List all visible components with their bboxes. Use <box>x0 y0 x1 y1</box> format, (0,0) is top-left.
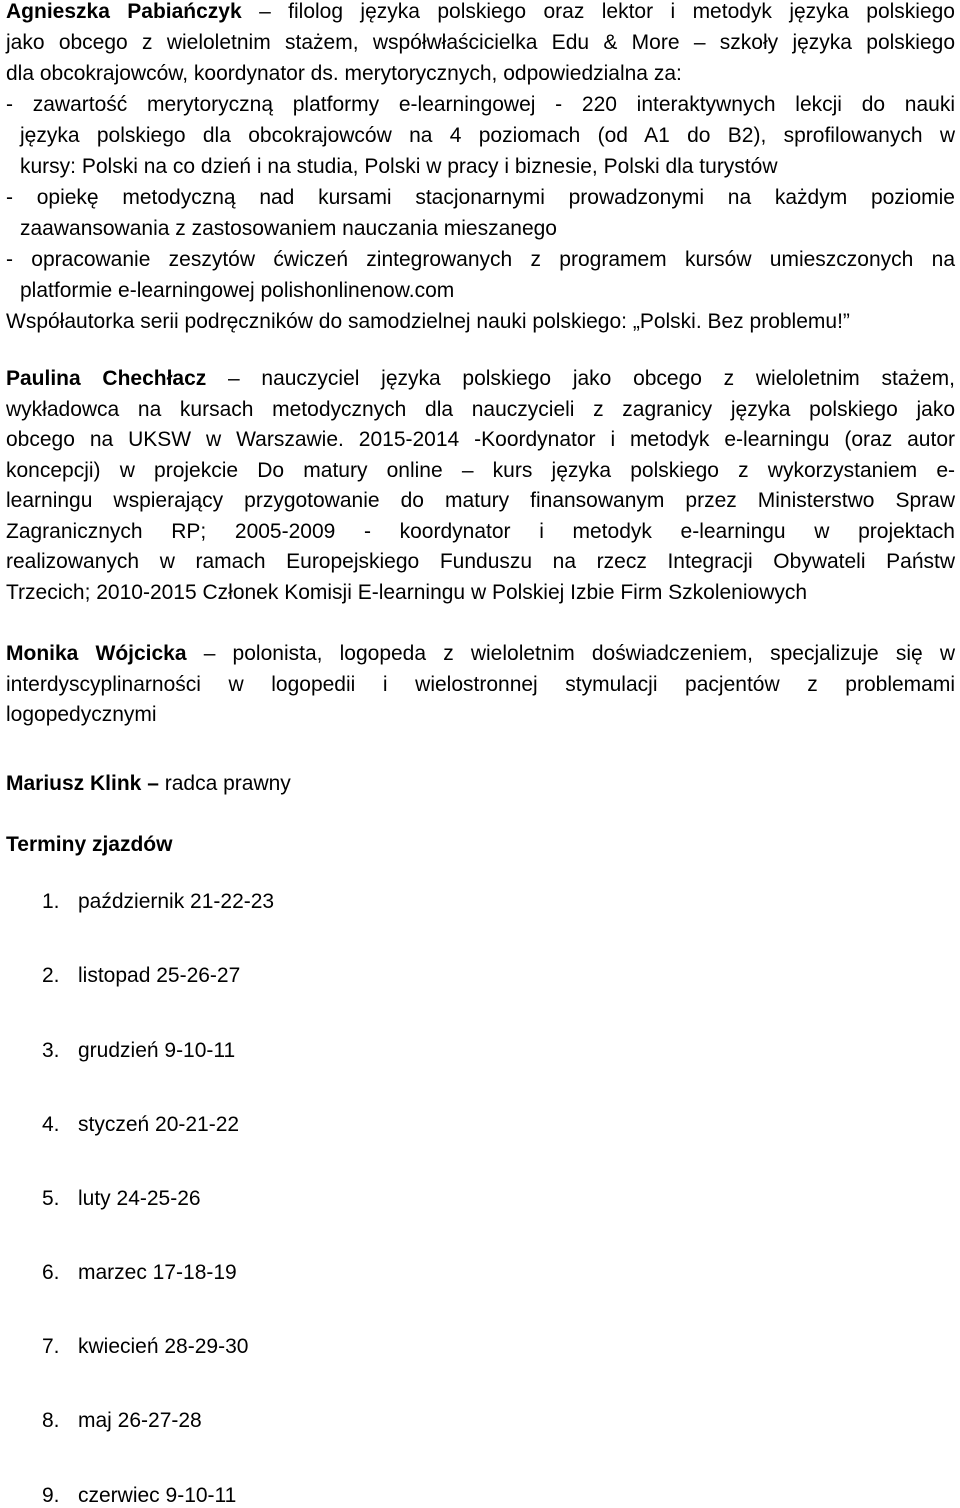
bio1-text-1: – filolog języka polskiego oraz lektor i metodyk języka polskiego <box>259 0 955 23</box>
bio3-line-3: logopedycznymi <box>6 703 157 726</box>
bio2-line-4: koncepcji) w projekcie Do matury online – kurs języka polskiego z wykorzystaniem e- <box>6 459 955 482</box>
bio2-line-5: learningu wspierający przygotowanie do matury finansowanym przez Ministerstwo Spraw <box>6 489 955 512</box>
bio1-line-10: platformie e-learningowej polishonlinenow.com <box>20 279 455 302</box>
bio3-name: Monika Wójcicka <box>6 642 187 665</box>
bio3-text-1: – polonista, logopeda z wieloletnim doświadczeniem, specjalizuje się w <box>203 642 955 665</box>
bio1-line-2: jako obcego z wieloletnim stażem, współwłaścicielka Edu & More – szkoły języka polskiego <box>6 31 955 54</box>
bio2-line-3: obcego na UKSW w Warszawie. 2015-2014 -Koordynator i metodyk e-learningu (oraz autor <box>6 428 955 451</box>
list-text: grudzień 9-10-11 <box>78 1039 236 1062</box>
list-item <box>42 1039 235 1063</box>
bio2-line-1 <box>6 367 955 391</box>
bio1-line-5: języka polskiego dla obcokrajowców na 4 poziomach (od A1 do B2), sprofilowanych w <box>20 124 955 147</box>
bio2-line-2: wykładowca na kursach metodycznych dla nauczycieli z zagranicy języka polskiego jako <box>6 398 955 421</box>
bio3-line-2: interdyscyplinarności w logopedii i wielostronnej stymulacji pacjentów z problemami <box>6 673 955 696</box>
list-text: czerwiec 9-10-11 <box>78 1484 237 1507</box>
list-number: 7. <box>42 1335 60 1358</box>
list-text: kwiecień 28-29-30 <box>78 1335 249 1358</box>
list-item <box>42 1484 236 1508</box>
list-text: październik 21-22-23 <box>78 890 275 913</box>
list-item <box>42 890 274 914</box>
list-item <box>42 1261 237 1285</box>
bio1-line-4: - zawartość merytoryczną platformy e-learningowej - 220 interaktywnych lekcji do nauki <box>6 93 955 116</box>
list-text: styczeń 20-21-22 <box>78 1113 240 1136</box>
bio1-name: Agnieszka Pabiańczyk <box>6 0 242 23</box>
bio1-line-8: zaawansowania z zastosowaniem nauczania mieszanego <box>20 217 557 240</box>
list-text: marzec 17-18-19 <box>78 1261 237 1284</box>
terms-heading: Terminy zjazdów <box>6 833 173 856</box>
list-number: 9. <box>42 1484 60 1507</box>
bio1-line-11: Współautorka serii podręczników do samodzielnej nauki polskiego: „Polski. Bez problemu!” <box>6 310 850 333</box>
bio2-line-6: Zagranicznych RP; 2005-2009 - koordynator i metodyk e-learningu w projektach <box>6 520 955 543</box>
bio1-line-6: kursy: Polski na co dzień i na studia, Polski w pracy i biznesie, Polski dla turystów <box>20 155 778 178</box>
list-number: 1. <box>42 890 60 913</box>
list-item <box>42 1335 248 1359</box>
bio4-text-1: radca prawny <box>164 772 291 795</box>
list-number: 3. <box>42 1039 60 1062</box>
list-item <box>42 1113 239 1137</box>
list-number: 6. <box>42 1261 60 1284</box>
bio4-line-1 <box>6 772 291 796</box>
list-item <box>42 964 240 988</box>
bio2-name: Paulina Chechłacz <box>6 367 207 390</box>
list-number: 5. <box>42 1187 60 1210</box>
list-item <box>42 1187 201 1211</box>
list-number: 4. <box>42 1113 60 1136</box>
bio3-line-1 <box>6 642 955 666</box>
bio1-line-9: - opracowanie zeszytów ćwiczeń zintegrowanych z programem kursów umieszczonych na <box>6 248 955 271</box>
list-number: 8. <box>42 1409 60 1432</box>
bio1-line-3: dla obcokrajowców, koordynator ds. merytorycznych, odpowiedzialna za: <box>6 62 682 85</box>
list-number: 2. <box>42 964 60 987</box>
bio2-text-1: – nauczyciel języka polskiego jako obcego z wieloletnim stażem, <box>228 367 955 390</box>
list-text: maj 26-27-28 <box>78 1409 202 1432</box>
bio1-line-1 <box>6 0 955 24</box>
list-item <box>42 1409 202 1433</box>
bio1-line-7: - opiekę metodyczną nad kursami stacjonarnymi prowadzonymi na każdym poziomie <box>6 186 955 209</box>
list-text: luty 24-25-26 <box>78 1187 201 1210</box>
bio4-name: Mariusz Klink – <box>6 772 159 795</box>
list-text: listopad 25-26-27 <box>78 964 241 987</box>
bio2-line-7: realizowanych w ramach Europejskiego Funduszu na rzecz Integracji Obywateli Państw <box>6 550 955 573</box>
bio2-line-8: Trzecich; 2010-2015 Członek Komisji E-learningu w Polskiej Izbie Firm Szkoleniowych <box>6 581 808 604</box>
